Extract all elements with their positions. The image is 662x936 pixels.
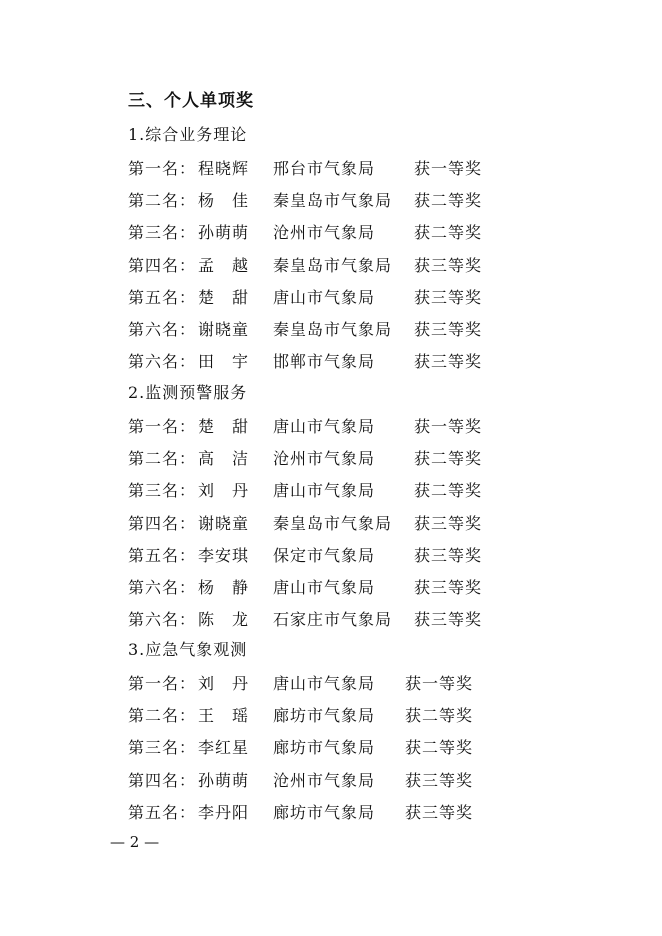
award-award: 获二等奖 — [414, 191, 483, 211]
award-name: 陈 龙 — [198, 610, 250, 630]
award-rank: 第四名： — [128, 513, 197, 533]
award-rank: 第五名： — [128, 287, 197, 307]
award-award: 获二等奖 — [414, 223, 483, 243]
award-unit: 保定市气象局 — [273, 545, 376, 565]
award-rank: 第四名： — [128, 255, 197, 275]
award-unit: 唐山市气象局 — [273, 674, 376, 693]
award-award: 获二等奖 — [405, 706, 474, 726]
award-name: 杨 佳 — [198, 191, 250, 211]
award-name: 田 宇 — [198, 352, 250, 372]
award-rank: 第五名： — [128, 802, 197, 822]
award-rank: 第六名： — [128, 578, 197, 597]
award-rank: 第二名： — [128, 449, 197, 469]
award-unit: 廊坊市气象局 — [273, 738, 376, 758]
award-unit: 邯郸市气象局 — [273, 352, 376, 372]
award-name: 高 洁 — [198, 449, 250, 469]
award-rank: 第六名： — [128, 352, 197, 372]
award-name: 孟 越 — [198, 255, 250, 275]
award-rank: 第五名： — [128, 545, 197, 565]
award-name: 程晓辉 — [198, 159, 250, 178]
subsection-title: 1.综合业务理论 — [128, 125, 248, 144]
award-rank: 第四名： — [128, 770, 197, 790]
award-award: 获三等奖 — [414, 287, 483, 307]
award-award: 获二等奖 — [405, 738, 474, 758]
award-rank: 第二名： — [128, 191, 197, 211]
subsection-title: 3.应急气象观测 — [128, 640, 248, 659]
award-name: 李红星 — [198, 738, 250, 758]
award-rank: 第三名： — [128, 223, 197, 243]
award-name: 李丹阳 — [198, 802, 250, 822]
award-name: 谢晓童 — [198, 513, 250, 533]
award-name: 刘 丹 — [198, 481, 250, 501]
award-unit: 廊坊市气象局 — [273, 706, 376, 726]
award-award: 获二等奖 — [414, 449, 483, 469]
award-award: 获一等奖 — [414, 417, 483, 436]
award-unit: 石家庄市气象局 — [273, 610, 393, 630]
award-unit: 秦皇岛市气象局 — [273, 320, 393, 339]
subsection-title: 2.监测预警服务 — [128, 383, 248, 402]
award-award: 获二等奖 — [414, 481, 483, 501]
award-name: 杨 静 — [198, 578, 250, 597]
award-name: 楚 甜 — [198, 417, 250, 436]
award-award: 获一等奖 — [405, 674, 474, 693]
award-rank: 第一名： — [128, 674, 197, 693]
award-unit: 邢台市气象局 — [273, 159, 376, 178]
award-rank: 第六名： — [128, 610, 197, 630]
award-award: 获三等奖 — [414, 610, 483, 630]
award-unit: 沧州市气象局 — [273, 770, 376, 790]
award-unit: 沧州市气象局 — [273, 223, 376, 243]
award-name: 刘 丹 — [198, 674, 250, 693]
award-rank: 第一名： — [128, 417, 197, 436]
award-award: 获三等奖 — [414, 352, 483, 372]
award-unit: 唐山市气象局 — [273, 578, 376, 597]
award-name: 孙萌萌 — [198, 770, 250, 790]
award-unit: 唐山市气象局 — [273, 481, 376, 501]
award-unit: 唐山市气象局 — [273, 417, 376, 436]
award-award: 获三等奖 — [414, 513, 483, 533]
award-name: 孙萌萌 — [198, 223, 250, 243]
award-rank: 第一名： — [128, 159, 197, 178]
award-award: 获三等奖 — [414, 255, 483, 275]
award-unit: 秦皇岛市气象局 — [273, 513, 393, 533]
award-rank: 第六名： — [128, 320, 197, 339]
award-unit: 秦皇岛市气象局 — [273, 255, 393, 275]
award-rank: 第三名： — [128, 738, 197, 758]
award-award: 获三等奖 — [405, 770, 474, 790]
award-name: 谢晓童 — [198, 320, 250, 339]
award-name: 王 瑶 — [198, 706, 250, 726]
award-unit: 秦皇岛市气象局 — [273, 191, 393, 211]
award-award: 获三等奖 — [414, 320, 483, 339]
award-unit: 唐山市气象局 — [273, 287, 376, 307]
award-award: 获一等奖 — [414, 159, 483, 178]
award-award: 获三等奖 — [414, 545, 483, 565]
award-name: 楚 甜 — [198, 287, 250, 307]
award-name: 李安琪 — [198, 545, 250, 565]
award-rank: 第三名： — [128, 481, 197, 501]
award-award: 获三等奖 — [414, 578, 483, 597]
section-heading: 三、个人单项奖 — [128, 91, 254, 111]
award-rank: 第二名： — [128, 706, 197, 726]
award-unit: 廊坊市气象局 — [273, 802, 376, 822]
award-award: 获三等奖 — [405, 802, 474, 822]
award-unit: 沧州市气象局 — [273, 449, 376, 469]
page-number: — 2 — — [110, 833, 160, 851]
